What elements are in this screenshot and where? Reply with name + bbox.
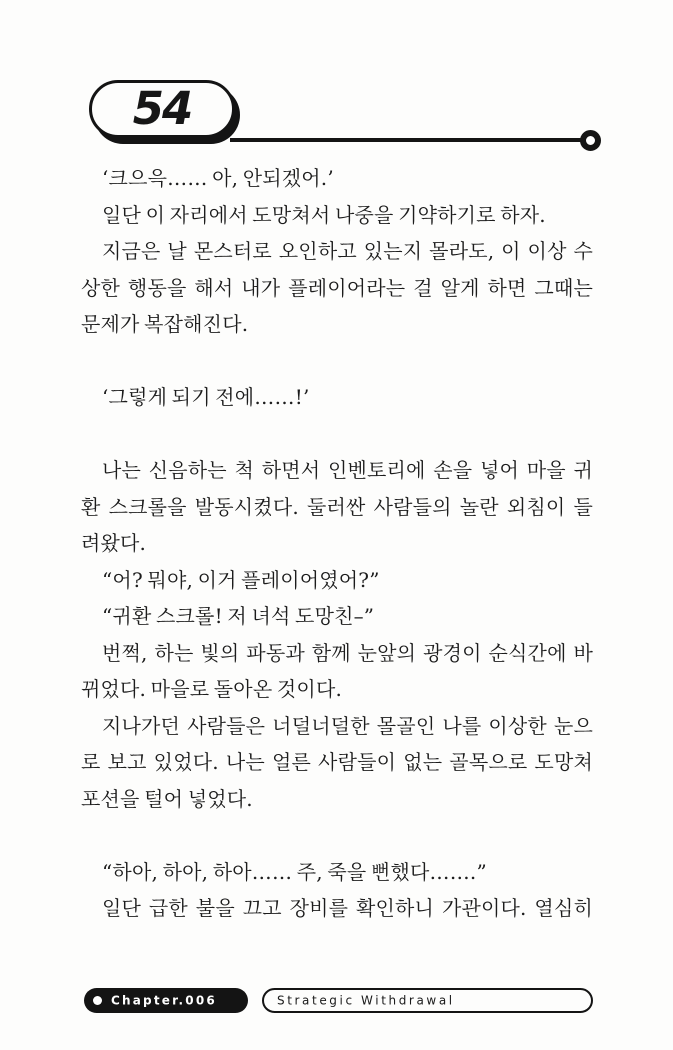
blank-line (81, 343, 593, 380)
text-line: 일단 급한 불을 끄고 장비를 확인하니 가관이다. 열심히 (102, 896, 593, 920)
header-rule (230, 138, 582, 142)
bullet-dot-icon (93, 996, 102, 1005)
text-line: 번쩍, 하는 빛의 파동과 함께 눈앞의 광경이 순식간에 바 (102, 640, 593, 665)
body-text (81, 160, 593, 927)
chapter-label: Chapter.006 (111, 993, 217, 1007)
text-line: “어? 뭐야, 이거 플레이어였어?” (102, 567, 380, 592)
text-line: 지나가던 사람들은 너덜너덜한 몰골인 나를 이상한 눈으 (102, 713, 593, 738)
text-line: 나는 신음하는 척 하면서 인벤토리에 손을 넣어 마을 귀 (102, 458, 593, 482)
blank-line (81, 416, 593, 453)
text-line: 포션을 털어 넣었다. (81, 786, 253, 811)
text-line: 려왔다. (81, 531, 147, 555)
text-line: ‘크으윽…… 아, 안되겠어.’ (102, 166, 334, 190)
page-number-badge (89, 80, 235, 138)
chapter-title: Strategic Withdrawal (277, 993, 455, 1007)
text-line: “귀환 스크롤! 저 녀석 도망친–” (102, 604, 375, 628)
text-line: 로 보고 있었다. 나는 얼른 사람들이 없는 골목으로 도망쳐 (81, 750, 593, 774)
header-rule-end-ring-icon (580, 130, 601, 151)
blank-line (81, 817, 593, 854)
text-line: 문제가 복잡해진다. (81, 312, 249, 336)
text-line: 상한 행동을 해서 내가 플레이어라는 걸 알게 하면 그때는 (81, 275, 593, 300)
chapter-title-pill (262, 988, 593, 1013)
text-line: “하아, 하아, 하아…… 주, 죽을 뻔했다…….” (102, 859, 487, 884)
text-line: ‘그렇게 되기 전에……!’ (102, 385, 310, 409)
text-line: 뀌었다. 마을로 돌아온 것이다. (81, 677, 343, 701)
text-line: 환 스크롤을 발동시켰다. 둘러싼 사람들의 놀란 외침이 들 (81, 494, 593, 519)
page-number: 54 (132, 81, 192, 135)
chapter-badge (84, 988, 248, 1013)
text-line: 일단 이 자리에서 도망쳐서 나중을 기약하기로 하자. (102, 202, 546, 227)
text-line: 지금은 날 몬스터로 오인하고 있는지 몰라도, 이 이상 수 (102, 239, 593, 263)
